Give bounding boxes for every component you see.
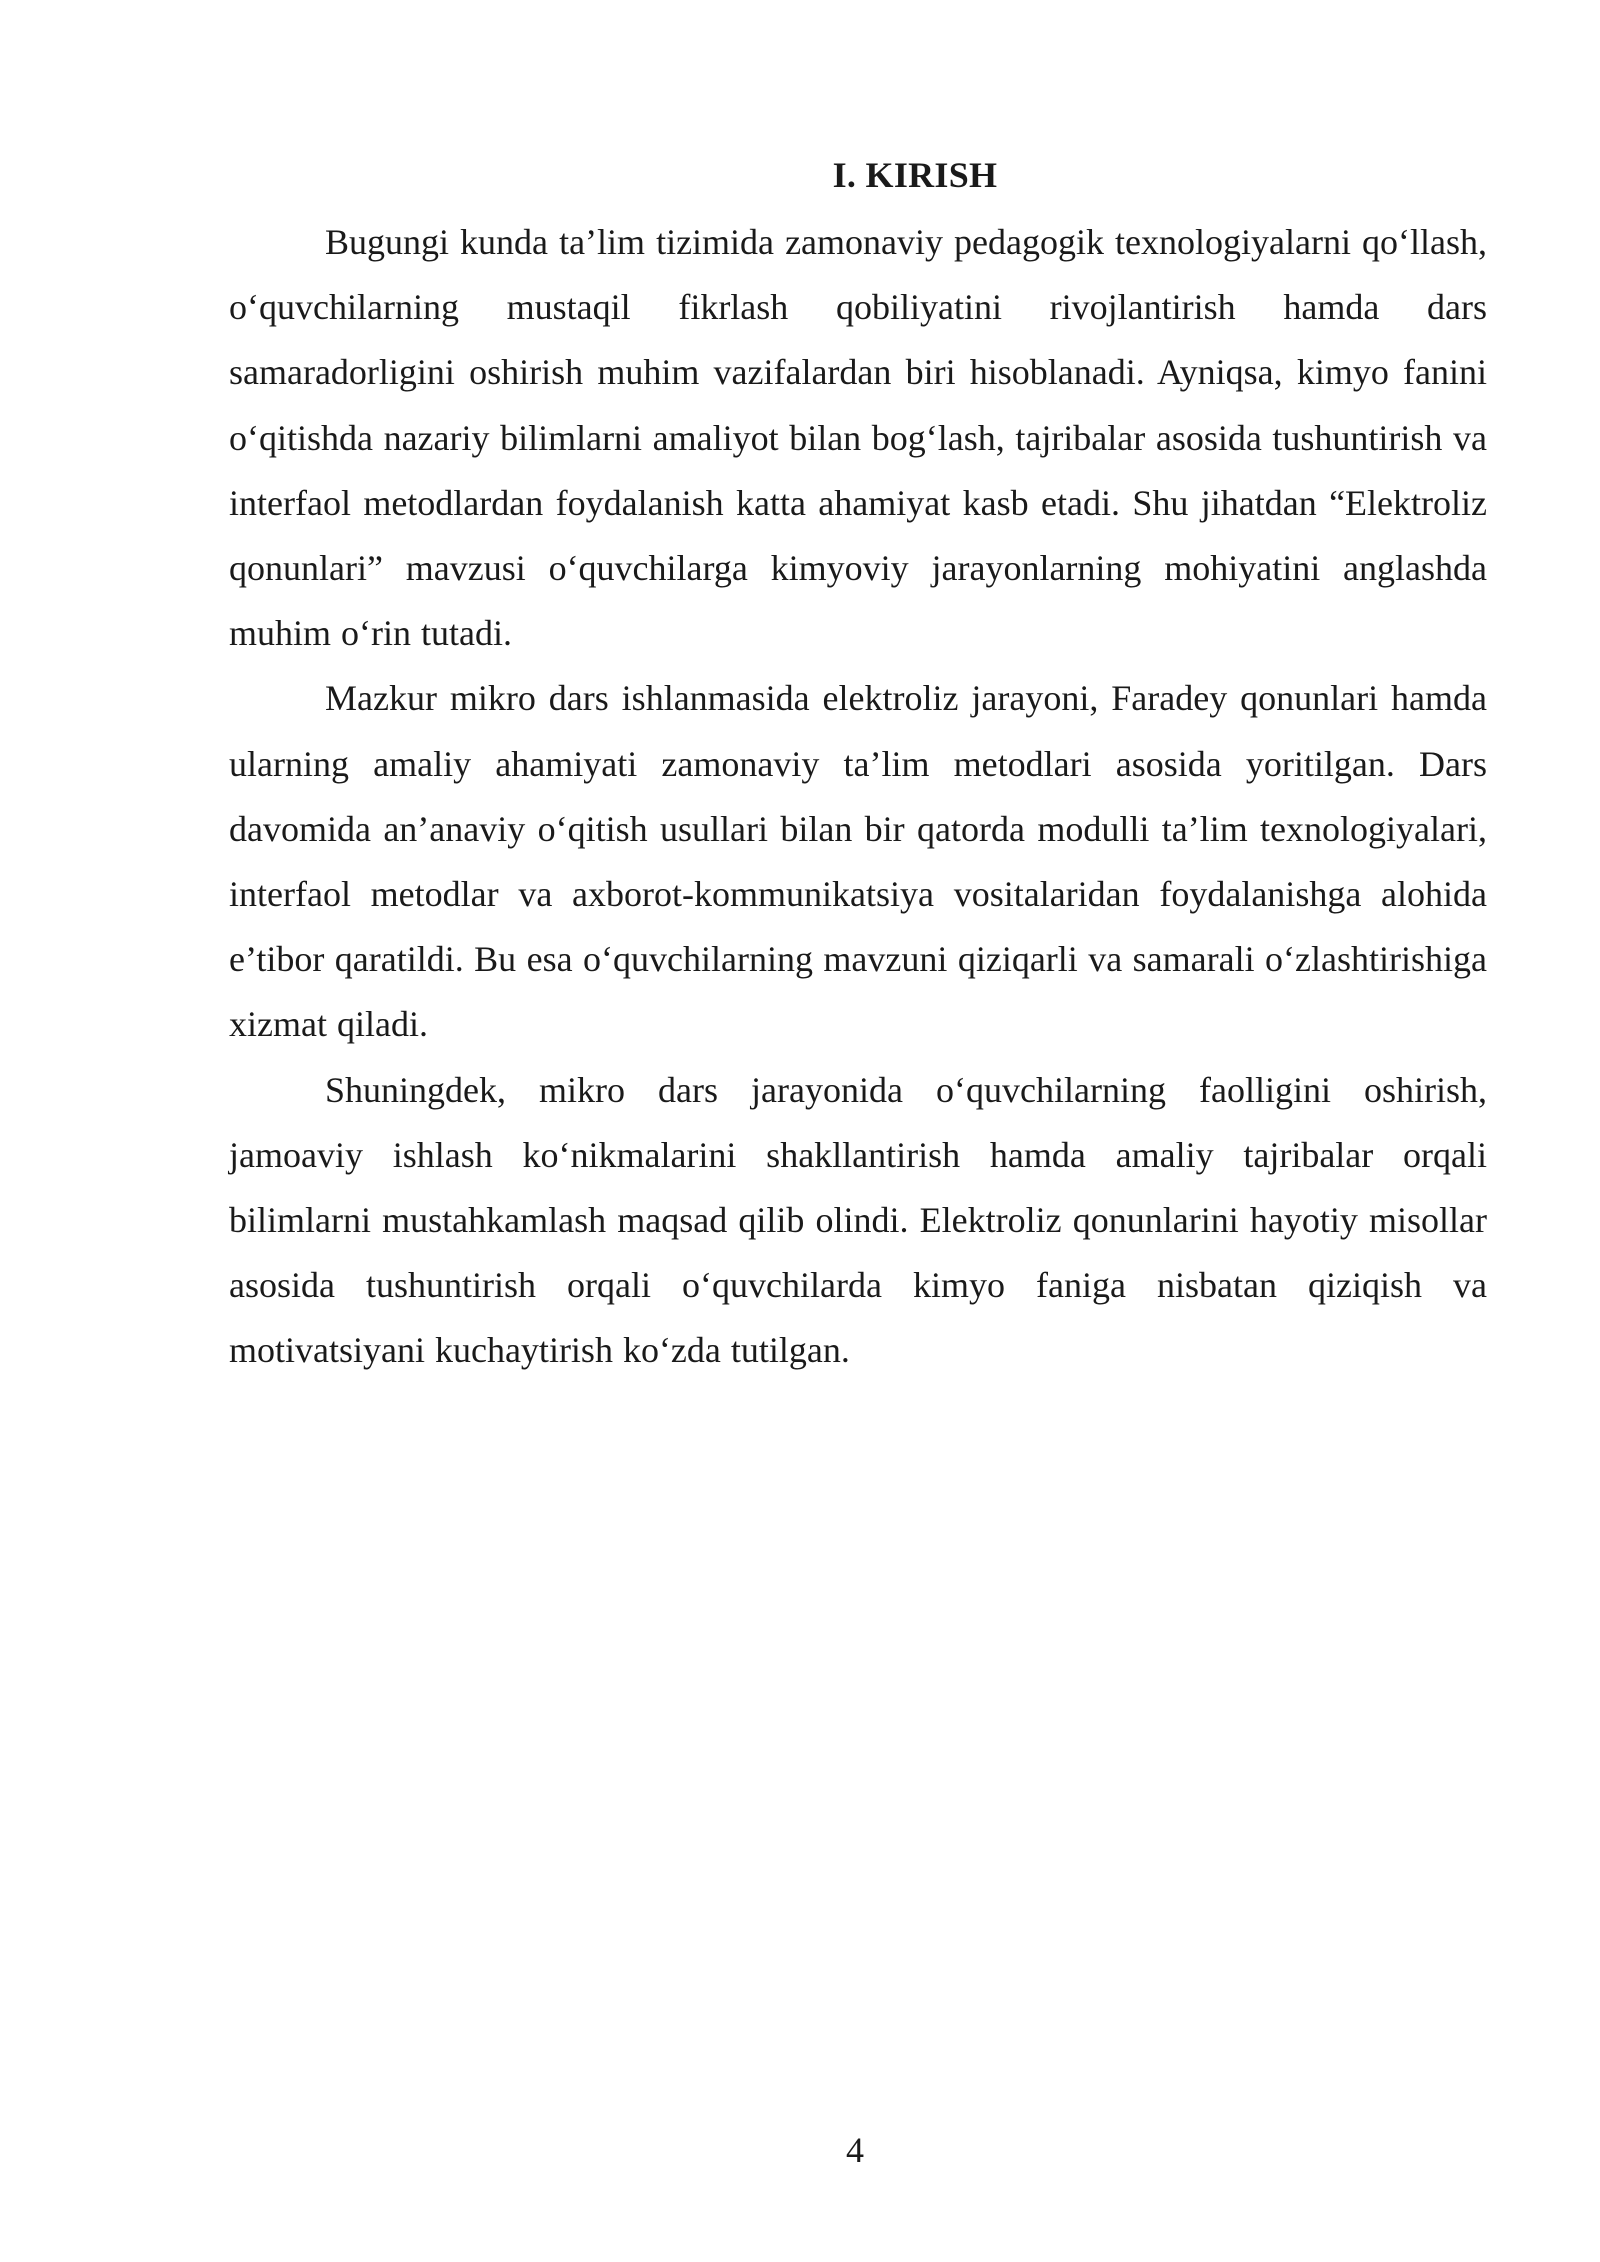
paragraph-1: Bugungi kunda ta’lim tizimida zamonaviy pedagogik texnologiyalarni qo‘llash, o‘quvchilarning mustaqil fikrlash qobiliyatini rivojlantirish hamda dars samaradorligini oshirish muhim vazifalardan biri hisoblanadi. Ayniqsa, kimyo fanini o‘qitishda nazariy bilimlarni amaliyot bilan bog‘lash, tajribalar asosida tushuntirish va interfaol metodlardan foydalanish katta ahamiyat kasb etadi. Shu jihatdan “Elektroliz qonunlari” mavzusi o‘quvchilarga kimyoviy jarayonlarning mohiyatini anglashda muhim o‘rin tutadi. <box>229 222 1487 654</box>
paragraph-3: Shuningdek, mikro dars jarayonida o‘quvchilarning faolligini oshirish, jamoaviy ishlash ko‘nikmalarini shakllantirish hamda amaliy tajribalar orqali bilimlarni mustahkamlash maqsad qilib olindi. Elektroliz qonunlarini hayotiy misollar asosida tushuntirish orqali o‘quvchilarda kimyo faniga nisbatan qiziqish va motivatsiyani kuchaytirish ko‘zda tutilgan. <box>229 1069 1487 1371</box>
page-number: 4 <box>846 2130 864 2170</box>
section-heading: I. KIRISH <box>832 155 998 195</box>
page-content <box>229 148 1487 1384</box>
paragraph-2: Mazkur mikro dars ishlanmasida elektroliz jarayoni, Faradey qonunlari hamda ularning amaliy ahamiyati zamonaviy ta’lim metodlari asosida yoritilgan. Dars davomida an’anaviy o‘qitish usullari bilan bir qatorda modulli ta’lim texnologiyalari, interfaol metodlar va axborot-kommunikatsiya vositalaridan foydalanishga alohida e’tibor qaratildi. Bu esa o‘quvchilarning mavzuni qiziqarli va samarali o‘zlashtirishiga xizmat qiladi. <box>229 678 1487 1045</box>
